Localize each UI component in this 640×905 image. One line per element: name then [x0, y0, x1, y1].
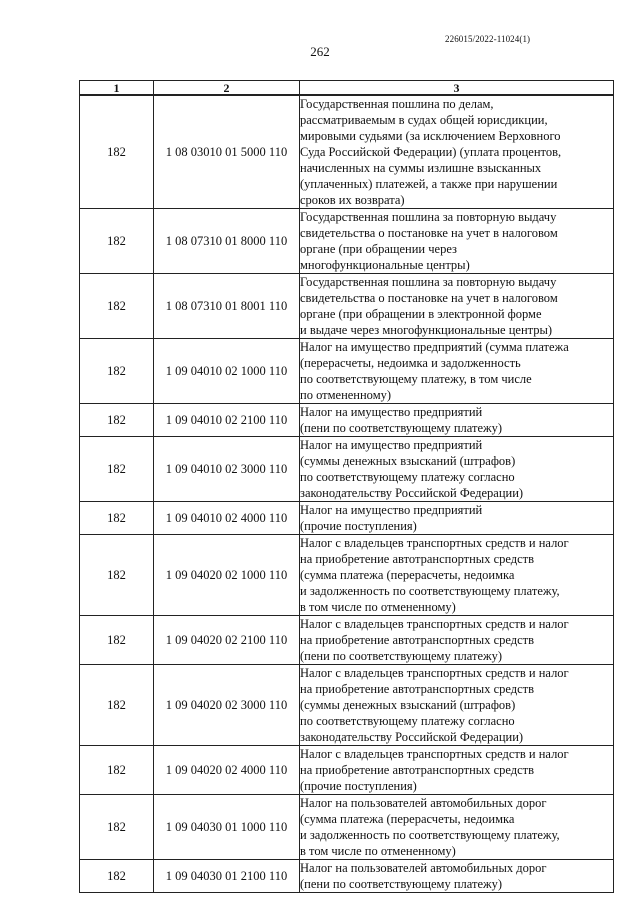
column-header-3: 3 [300, 81, 614, 96]
admin-code-cell: 182 [80, 795, 154, 860]
column-header-2: 2 [154, 81, 300, 96]
income-name-cell: Государственная пошлина за повторную выдачу свидетельства о постановке на учет в налоговом органе (при обращении в электронной форме и выдаче через многофункциональные центры) [300, 274, 614, 339]
budget-code-cell: 1 09 04030 01 2100 110 [154, 860, 300, 893]
budget-code-cell: 1 08 03010 01 5000 110 [154, 95, 300, 209]
table-row [80, 795, 614, 860]
budget-code-cell: 1 09 04010 02 4000 110 [154, 502, 300, 535]
admin-code-cell: 182 [80, 665, 154, 746]
table-row [80, 437, 614, 502]
admin-code-cell: 182 [80, 274, 154, 339]
income-name-cell: Налог на пользователей автомобильных дорог (пени по соответствующему платежу) [300, 860, 614, 893]
table-row [80, 404, 614, 437]
income-name-cell: Налог на имущество предприятий (прочие поступления) [300, 502, 614, 535]
table-row [80, 502, 614, 535]
table-header-row [80, 81, 614, 96]
income-name-cell: Налог на имущество предприятий (суммы денежных взысканий (штрафов) по соответствующему платежу согласно законодательству Российской Федерации) [300, 437, 614, 502]
budget-code-cell: 1 09 04020 02 3000 110 [154, 665, 300, 746]
budget-code-cell: 1 08 07310 01 8000 110 [154, 209, 300, 274]
page-number: 262 [310, 44, 330, 59]
column-header-1: 1 [80, 81, 154, 96]
income-name-cell: Государственная пошлина за повторную выдачу свидетельства о постановке на учет в налоговом органе (при обращении через многофункциональные центры) [300, 209, 614, 274]
budget-codes-table [79, 80, 614, 893]
admin-code-cell: 182 [80, 860, 154, 893]
income-name-cell: Государственная пошлина по делам, рассматриваемым в судах общей юрисдикции, мировыми судьями (за исключением Верховного Суда Российской Федерации) (уплата процентов, начисленных на суммы излишне взысканных (уплаченных) платежей, а также при нарушении сроков их возврата) [300, 95, 614, 209]
budget-code-cell: 1 09 04020 02 2100 110 [154, 616, 300, 665]
table-row [80, 274, 614, 339]
table-row [80, 339, 614, 404]
budget-code-cell: 1 09 04010 02 2100 110 [154, 404, 300, 437]
admin-code-cell: 182 [80, 339, 154, 404]
income-name-cell: Налог на имущество предприятий (пени по соответствующему платежу) [300, 404, 614, 437]
budget-code-cell: 1 08 07310 01 8001 110 [154, 274, 300, 339]
table-row [80, 746, 614, 795]
budget-code-cell: 1 09 04010 02 3000 110 [154, 437, 300, 502]
income-name-cell: Налог на пользователей автомобильных дорог (сумма платежа (перерасчеты, недоимка и задолженность по соответствующему платежу, в том числе по отмененному) [300, 795, 614, 860]
admin-code-cell: 182 [80, 404, 154, 437]
table-row [80, 616, 614, 665]
table-row [80, 535, 614, 616]
admin-code-cell: 182 [80, 95, 154, 209]
table-row [80, 95, 614, 209]
document-id: 226015/2022-11024(1) [445, 34, 531, 44]
table-row [80, 665, 614, 746]
income-name-cell: Налог на имущество предприятий (сумма платежа (перерасчеты, недоимка и задолженность по соответствующему платежу, в том числе по отмененному) [300, 339, 614, 404]
table-row [80, 860, 614, 893]
budget-code-cell: 1 09 04020 02 4000 110 [154, 746, 300, 795]
table-row [80, 209, 614, 274]
admin-code-cell: 182 [80, 502, 154, 535]
admin-code-cell: 182 [80, 437, 154, 502]
income-name-cell: Налог с владельцев транспортных средств и налог на приобретение автотранспортных средств (пени по соответствующему платежу) [300, 616, 614, 665]
budget-code-cell: 1 09 04020 02 1000 110 [154, 535, 300, 616]
income-name-cell: Налог с владельцев транспортных средств и налог на приобретение автотранспортных средств (сумма платежа (перерасчеты, недоимка и задолженность по соответствующему платежу, в том числе по отмененному) [300, 535, 614, 616]
admin-code-cell: 182 [80, 616, 154, 665]
admin-code-cell: 182 [80, 746, 154, 795]
budget-code-cell: 1 09 04030 01 1000 110 [154, 795, 300, 860]
admin-code-cell: 182 [80, 535, 154, 616]
income-name-cell: Налог с владельцев транспортных средств и налог на приобретение автотранспортных средств (суммы денежных взысканий (штрафов) по соответствующему платежу согласно законодательству Российской Федерации) [300, 665, 614, 746]
admin-code-cell: 182 [80, 209, 154, 274]
budget-code-cell: 1 09 04010 02 1000 110 [154, 339, 300, 404]
income-name-cell: Налог с владельцев транспортных средств и налог на приобретение автотранспортных средств (прочие поступления) [300, 746, 614, 795]
